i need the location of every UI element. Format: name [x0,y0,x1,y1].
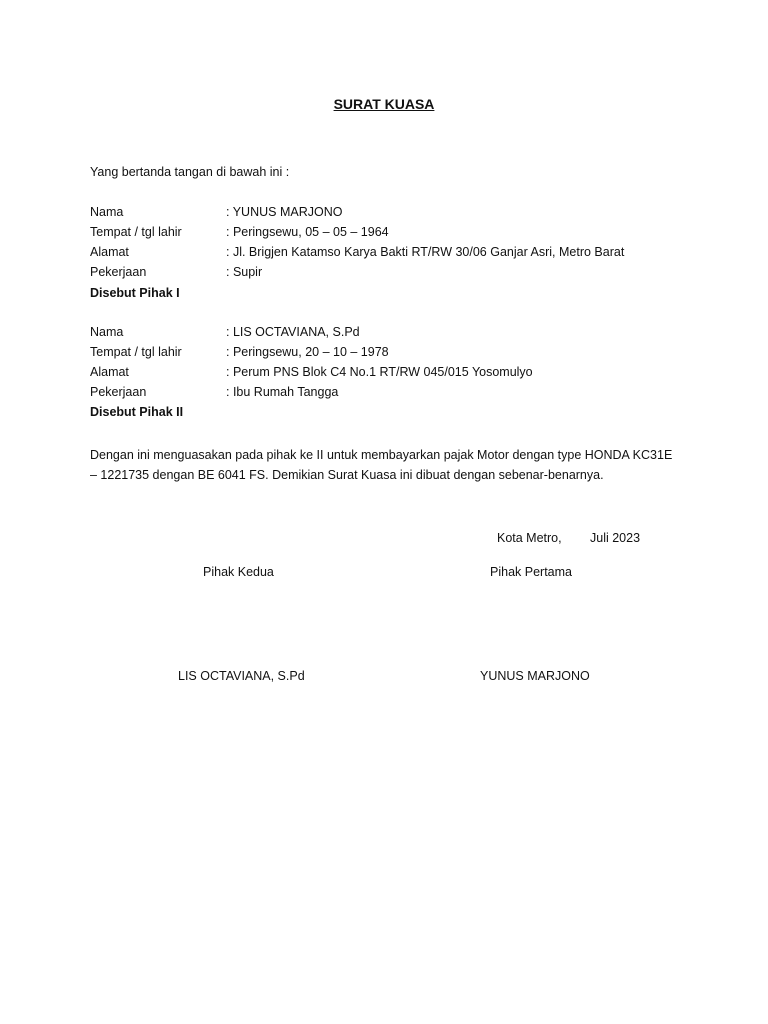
ttl-label: Tempat / tgl lahir [90,345,182,359]
body-paragraph [90,445,690,485]
nama-value: : LIS OCTAVIANA, S.Pd [226,325,360,339]
nama-label: Nama [90,205,124,219]
pekerjaan-label: Pekerjaan [90,385,147,399]
place-text: Kota Metro, [497,531,562,545]
nama-value: : YUNUS MARJONO [226,205,343,219]
alamat-label: Alamat [90,245,129,259]
nama-label: Nama [90,325,124,339]
intro-text: Yang bertanda tangan di bawah ini : [90,165,290,179]
sign-right-label: Pihak Pertama [490,565,572,579]
ttl-value: : Peringsewu, 05 – 05 – 1964 [226,225,389,239]
alamat-value: : Perum PNS Blok C4 No.1 RT/RW 045/015 Yosomulyo [226,365,533,379]
pekerjaan-value: : Supir [226,265,263,279]
disebut-pihak-1: Disebut Pihak I [90,286,180,300]
pekerjaan-label: Pekerjaan [90,265,147,279]
sign-right-name: YUNUS MARJONO [480,669,590,683]
body-line-2: – 1221735 dengan BE 6041 FS. Demikian Surat Kuasa ini dibuat dengan sebenar-benarnya. [90,468,604,482]
disebut-pihak-2: Disebut Pihak II [90,405,184,419]
date-text: Juli 2023 [590,531,641,545]
ttl-label: Tempat / tgl lahir [90,225,182,239]
document-title: SURAT KUASA [333,96,435,112]
ttl-value: : Peringsewu, 20 – 10 – 1978 [226,345,389,359]
pekerjaan-value: : Ibu Rumah Tangga [226,385,339,399]
sign-left-label: Pihak Kedua [203,565,274,579]
body-line-1: Dengan ini menguasakan pada pihak ke II untuk membayarkan pajak Motor dengan type HONDA KC31E [90,448,673,462]
alamat-value: : Jl. Brigjen Katamso Karya Bakti RT/RW 30/06 Ganjar Asri, Metro Barat [226,245,625,259]
sign-left-name: LIS OCTAVIANA, S.Pd [178,669,305,683]
alamat-label: Alamat [90,365,129,379]
